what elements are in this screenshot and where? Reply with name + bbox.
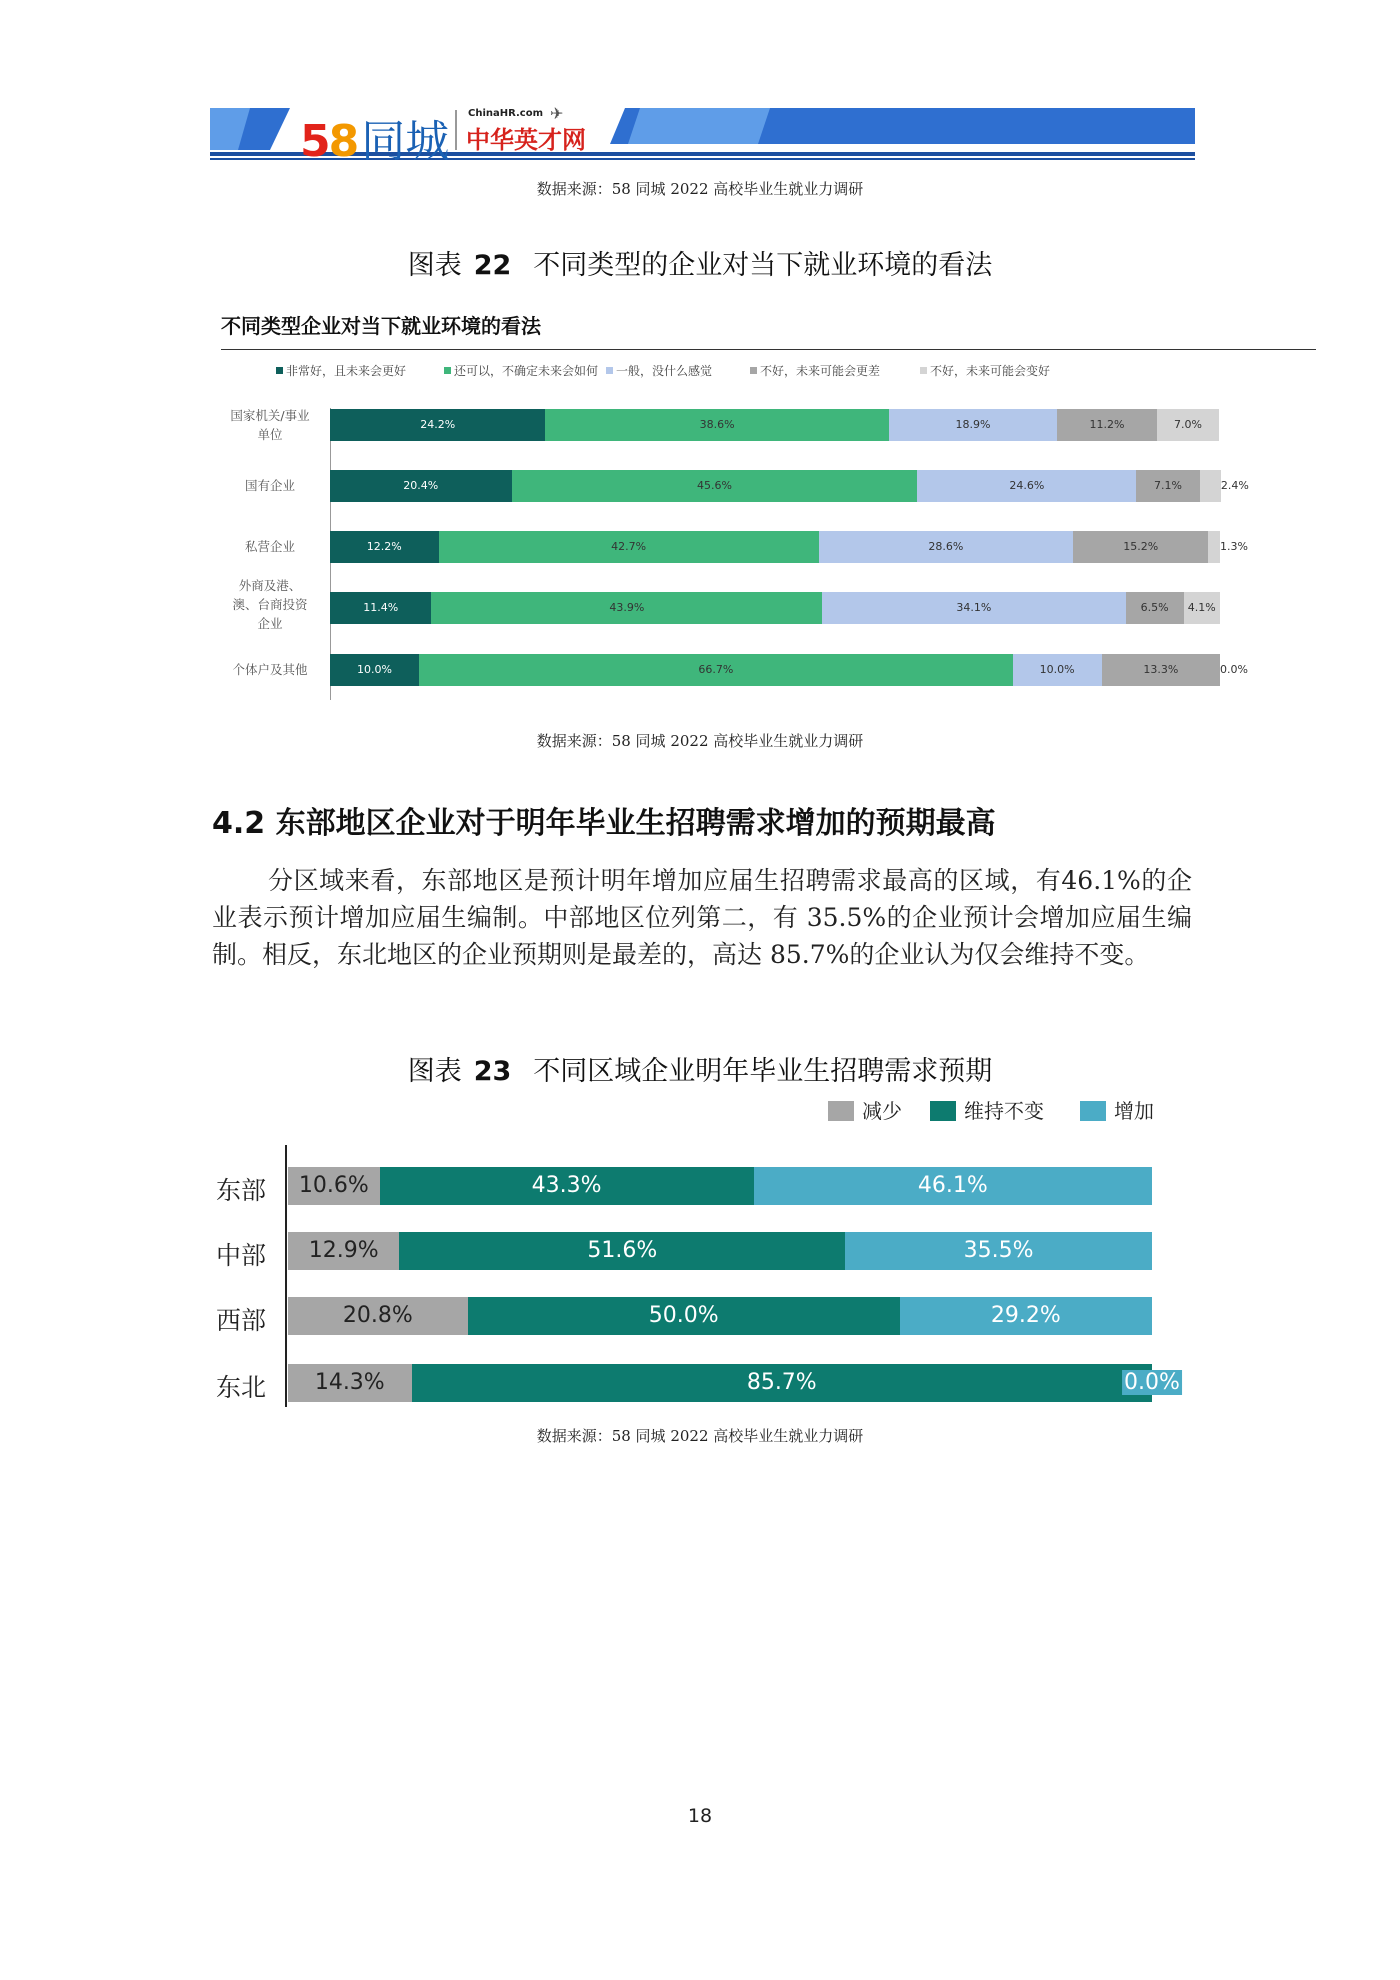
chart-23-category-label: 西部 — [215, 1306, 266, 1335]
chart-22-legend-item — [444, 362, 598, 379]
section-heading: 4.2 东部地区企业对于明年毕业生招聘需求增加的预期最高 — [212, 806, 996, 841]
chart-22-bar — [330, 654, 1248, 686]
chart-22-title: 不同类型企业对当下就业环境的看法 — [221, 314, 541, 338]
chart-22-data-label: 10.0% — [357, 663, 392, 676]
logo-divider — [455, 110, 457, 150]
figure-22-number: 22 — [473, 250, 512, 281]
chart-23-data-label: 20.8% — [342, 1303, 413, 1328]
chart-23-data-label: 50.0% — [648, 1303, 719, 1328]
legend-label: 增加 — [1114, 1099, 1154, 1123]
chart-23-bar — [288, 1297, 1152, 1335]
chart-22-data-label: 66.7% — [698, 663, 734, 676]
chart-22-data-label: 12.2% — [366, 540, 402, 553]
chart-23-data-label: 35.5% — [963, 1238, 1034, 1263]
chart-23-data-label: 0.0% — [1124, 1370, 1180, 1395]
chart-22-data-label: 10.0% — [1039, 663, 1075, 676]
chart-22-data-label: 34.1% — [956, 601, 992, 614]
chart-22-data-label: 24.2% — [420, 418, 456, 431]
chart-23-bar — [288, 1167, 1152, 1205]
chart-22-category-label: 国家机关/事业 单位 — [230, 408, 310, 442]
legend-label: 不好，未来可能会变好 — [930, 364, 1051, 378]
logo-chinahr-name: 中华英才网 — [466, 126, 586, 154]
logo-digit-8: 8 — [328, 116, 358, 167]
chart-22-legend-item — [276, 362, 406, 379]
legend-label: 一般，没什么感觉 — [616, 364, 713, 378]
chart-22-data-label: 45.6% — [696, 479, 732, 492]
chart-22-row — [220, 409, 1320, 441]
figure-23-prefix: 图表 — [407, 1056, 462, 1087]
legend-label: 非常好，且未来会更好 — [286, 364, 407, 378]
chart-23-row — [210, 1232, 1210, 1270]
chart-23-category-label: 东北 — [215, 1373, 266, 1402]
chart-22-data-label: 2.4% — [1220, 479, 1249, 492]
legend-label: 还可以，不确定未来会如何 — [454, 364, 599, 378]
figure-23-source: 数据来源：58 同城 2022 高校毕业生就业力调研 — [536, 1427, 864, 1445]
chart-22-data-label: 11.2% — [1089, 418, 1125, 431]
section-paragraph: 分区域来看，东部地区是预计明年增加应届生招聘需求最高的区域，有46.1%的企业表示预计增加应届生编制。中部地区位列第二，有 35.5%的企业预计会增加应届生编制。相反，东北地区的企业预期则是最差的，高达 85.7%的企业认为仅会维持不变。 — [212, 866, 1192, 969]
chart-23-data-label: 51.6% — [587, 1238, 658, 1263]
figure-23-caption: 不同区域企业明年毕业生招聘需求预期 — [533, 1056, 993, 1087]
legend-label: 减少 — [862, 1099, 902, 1123]
chart-22-data-label: 6.5% — [1140, 601, 1169, 614]
chart-22-segment — [1200, 470, 1221, 502]
chart-23-bar — [288, 1232, 1152, 1270]
page-number: 18 — [687, 1805, 713, 1827]
chart-23-data-label: 12.9% — [308, 1238, 379, 1263]
legend-swatch — [1080, 1101, 1106, 1121]
chart-22-data-label: 7.1% — [1153, 479, 1182, 492]
chart-23-data-label: 46.1% — [917, 1173, 988, 1198]
logo-58-tongcheng — [300, 105, 449, 169]
chart-23-row — [210, 1364, 1210, 1402]
chart-22-row — [220, 578, 1320, 631]
chart-22-bar — [330, 470, 1249, 502]
chart-23-legend-item — [1080, 1095, 1154, 1124]
legend-swatch — [606, 367, 613, 374]
chart-23-row — [210, 1167, 1210, 1205]
chart-22-legend-item — [750, 362, 880, 379]
legend-swatch — [444, 367, 451, 374]
chart-22-legend — [276, 362, 1316, 382]
logo-chinahr-mark-icon: ✈ — [550, 104, 564, 123]
logo-tongcheng-text: 同城 — [361, 116, 450, 167]
legend-swatch — [930, 1101, 956, 1121]
figure-22-prefix: 图表 — [407, 250, 462, 281]
chart-22-data-label: 13.3% — [1143, 663, 1179, 676]
top-source-note: 数据来源：58 同城 2022 高校毕业生就业力调研 — [536, 180, 864, 198]
chart-23-category-label: 东部 — [215, 1176, 266, 1205]
legend-swatch — [828, 1101, 854, 1121]
chart-22-data-label: 28.6% — [928, 540, 964, 553]
chart-22-data-label: 11.4% — [363, 601, 399, 614]
chart-22-data-label: 4.1% — [1187, 601, 1216, 614]
chart-22-category-label: 个体户及其他 — [232, 662, 308, 677]
figure-23-title — [0, 1049, 1400, 1088]
logo-chinahr-url: ChinaHR.com — [468, 108, 544, 119]
chart-22-data-label: 0.0% — [1220, 663, 1248, 676]
chart-22-data-label: 20.4% — [403, 479, 439, 492]
chart-23-legend-item — [828, 1095, 902, 1124]
chart-22-bar — [330, 592, 1220, 624]
chart-23-data-label: 85.7% — [746, 1370, 817, 1395]
chart-22-legend-item — [606, 362, 712, 379]
chart-22-category-label: 国有企业 — [244, 478, 295, 493]
figure-22-source: 数据来源：58 同城 2022 高校毕业生就业力调研 — [536, 732, 864, 750]
chart-23-row — [210, 1297, 1210, 1335]
figure-22-title — [0, 243, 1400, 282]
chart-22-bar — [330, 409, 1220, 441]
chart-22-bar — [330, 531, 1248, 563]
figure-22-caption: 不同类型的企业对当下就业环境的看法 — [533, 250, 993, 281]
legend-swatch — [276, 367, 283, 374]
chart-22-data-label: 43.9% — [609, 601, 645, 614]
legend-label: 维持不变 — [964, 1099, 1044, 1123]
legend-swatch — [750, 367, 757, 374]
chart-23-legend-item — [930, 1095, 1044, 1124]
chart-23-data-label: 14.3% — [314, 1370, 385, 1395]
chart-22-legend-item — [920, 362, 1050, 379]
chart-22-title-rule — [221, 349, 1316, 350]
chart-22-row — [220, 654, 1320, 686]
chart-22-data-label: 7.0% — [1173, 418, 1202, 431]
chart-23-category-label: 中部 — [215, 1241, 266, 1270]
chart-22-segment — [1208, 531, 1220, 563]
chart-22-data-label: 1.3% — [1220, 540, 1248, 553]
legend-swatch — [920, 367, 927, 374]
figure-23-number: 23 — [473, 1056, 512, 1087]
chart-22-category-label: 私营企业 — [244, 539, 295, 554]
chart-23-data-label: 10.6% — [298, 1173, 369, 1198]
legend-label: 不好，未来可能会更差 — [760, 364, 881, 378]
chart-22-data-label: 38.6% — [699, 418, 735, 431]
chart-22-data-label: 18.9% — [955, 418, 991, 431]
chart-22-data-label: 24.6% — [1009, 479, 1045, 492]
chart-23-bar — [288, 1364, 1180, 1402]
chart-22-row — [220, 470, 1320, 502]
chart-23-data-label: 43.3% — [531, 1173, 602, 1198]
page-header — [210, 100, 1195, 167]
logo-digit-5: 5 — [300, 116, 329, 167]
chart-22-row — [220, 531, 1320, 563]
chart-23-data-label: 29.2% — [990, 1303, 1061, 1328]
chart-22-category-label: 外商及港、 澳、台商投资 企业 — [232, 578, 308, 631]
chart-22-data-label: 15.2% — [1123, 540, 1159, 553]
chart-22-data-label: 42.7% — [611, 540, 647, 553]
